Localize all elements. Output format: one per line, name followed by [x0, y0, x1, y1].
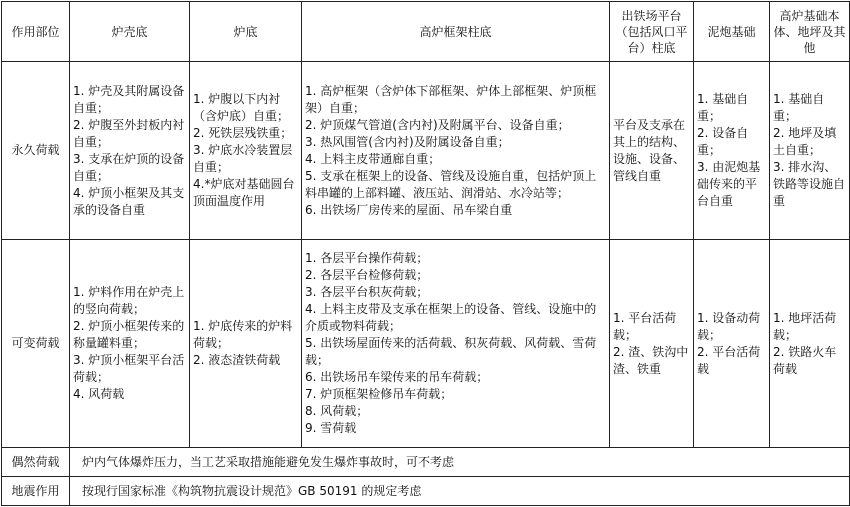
- row-seismic: [2, 477, 850, 506]
- line: 4. 上料主皮带通廊自重；: [305, 151, 441, 166]
- line: 1. 高炉框架（含炉体下部框架、炉体上部框架、炉顶框架）自重；: [305, 83, 597, 115]
- line: 2. 设备自重；: [697, 126, 749, 157]
- line: 4.*炉底对基础圆台顶面温度作用: [193, 177, 295, 208]
- header-hearth-bottom: 炉底: [190, 2, 302, 62]
- cell-variable-foundation-other: [770, 240, 850, 448]
- header-frame-column-bottom: 高炉框架柱底: [302, 2, 610, 62]
- line: 1. 炉料作用在炉壳上的竖向荷载；: [73, 285, 185, 316]
- cell-permanent-foundation-other: [770, 62, 850, 240]
- line: 7. 炉顶框架检修吊车荷载；: [305, 387, 453, 401]
- line: 平台及支承在其上的结构、设施、设备、管线自重: [613, 117, 686, 183]
- row-permanent: [2, 62, 850, 240]
- line: 3. 排水沟、铁路等设施自重: [773, 160, 846, 208]
- line: 3. 各层平台积灰荷载；: [305, 285, 429, 299]
- header-gun-foundation: 泥炮基础: [694, 2, 770, 62]
- line: 3. 由泥炮基础传来的平台自重: [697, 160, 761, 208]
- line: 4. 炉顶小框架及其支承的设备自重: [73, 185, 185, 217]
- line: 2. 炉顶煤气管道(含内衬)及附属平台、设备自重；: [305, 117, 570, 132]
- line: 1. 地坪活荷载；: [773, 310, 837, 342]
- line: 1. 基础自重；: [773, 92, 825, 123]
- cell-permanent-frame-column-bottom: [302, 62, 610, 240]
- line: 2. 渣、铁沟中渣、铁重: [613, 344, 689, 376]
- line: 9. 雪荷载: [305, 421, 357, 435]
- line: 2. 死铁层残铁重；: [193, 126, 293, 140]
- cell-variable-shell-bottom: [70, 240, 190, 448]
- line: 8. 风荷载；: [305, 404, 369, 418]
- line: 6. 出铁场吊车梁传来的吊车荷载；: [305, 370, 489, 384]
- cell-variable-platform-column-bottom: [610, 240, 694, 448]
- line: 3. 炉底水冷装置层自重；: [193, 143, 293, 174]
- cell-variable-hearth-bottom: [190, 240, 302, 448]
- line: 2. 平台活荷载: [697, 344, 761, 376]
- line: 1. 平台活荷载；: [613, 310, 677, 342]
- line: 2. 地坪及填土自重；: [773, 126, 837, 157]
- line: 1. 炉壳及其附属设备自重；: [73, 83, 185, 115]
- cell-variable-frame-column-bottom: [302, 240, 610, 448]
- header-platform-column-bottom: 出铁场平台（包括风口平台）柱底: [610, 2, 694, 62]
- row-accidental: [2, 448, 850, 477]
- line: 1. 各层平台操作荷载；: [305, 251, 429, 265]
- row-label-accidental: 偶然荷载: [2, 448, 70, 477]
- header-shell-bottom: 炉壳底: [70, 2, 190, 62]
- cell-permanent-platform-column-bottom: [610, 62, 694, 240]
- line: 1. 炉腹以下内衬（含炉底）自重；: [193, 92, 290, 123]
- line: 2. 炉腹至外封板内衬自重；: [73, 117, 185, 149]
- line: 5. 出铁场屋面传来的活荷载、积灰荷载、风荷载、雪荷载；: [305, 336, 597, 367]
- load-table: [1, 1, 850, 506]
- row-label-variable: 可变荷载: [2, 240, 70, 448]
- cell-accidental-text: 炉内气体爆炸压力，当工艺采取措施能避免发生爆炸事故时，可不考虑: [70, 448, 850, 477]
- row-label-seismic: 地震作用: [2, 477, 70, 506]
- line: 1. 炉底传来的炉料荷载；: [193, 319, 293, 350]
- cell-permanent-gun-foundation: [694, 62, 770, 240]
- line: 4. 风荷载: [73, 387, 125, 401]
- line: 2. 液态渣铁荷载: [193, 353, 281, 367]
- line: 1. 设备动荷载；: [697, 310, 761, 342]
- line: 4. 上料主皮带及支承在框架上的设备、管线、设施中的介质或物料荷载；: [305, 302, 597, 333]
- line: 2. 铁路火车荷载: [773, 344, 837, 376]
- header-position: 作用部位: [2, 2, 70, 62]
- line: 2. 各层平台检修荷载；: [305, 268, 429, 282]
- header-foundation-other: 高炉基础本体、地坪及其他: [770, 2, 850, 62]
- row-label-permanent: 永久荷载: [2, 62, 70, 240]
- line: 3. 热风围管(含内衬)及附属设备自重；: [305, 134, 510, 149]
- cell-permanent-shell-bottom: [70, 62, 190, 240]
- line: 3. 支承在炉顶的设备自重；: [73, 151, 185, 183]
- line: 1. 基础自重；: [697, 92, 749, 123]
- line: 6. 出铁场厂房传来的屋面、吊车梁自重: [305, 202, 513, 217]
- row-variable: [2, 240, 850, 448]
- cell-permanent-hearth-bottom: [190, 62, 302, 240]
- cell-variable-gun-foundation: [694, 240, 770, 448]
- cell-seismic-text: 按现行国家标准《构筑物抗震设计规范》GB 50191 的规定考虑: [70, 477, 850, 506]
- line: 5. 支承在框架上的设备、管线及设施自重，包括炉顶上料串罐的上部料罐、液压站、润滑站、水冷站等；: [305, 168, 597, 200]
- line: 2. 炉顶小框架传来的称量罐料重；: [73, 319, 185, 350]
- line: 3. 炉顶小框架平台活荷载；: [73, 353, 185, 384]
- header-row: [2, 2, 850, 62]
